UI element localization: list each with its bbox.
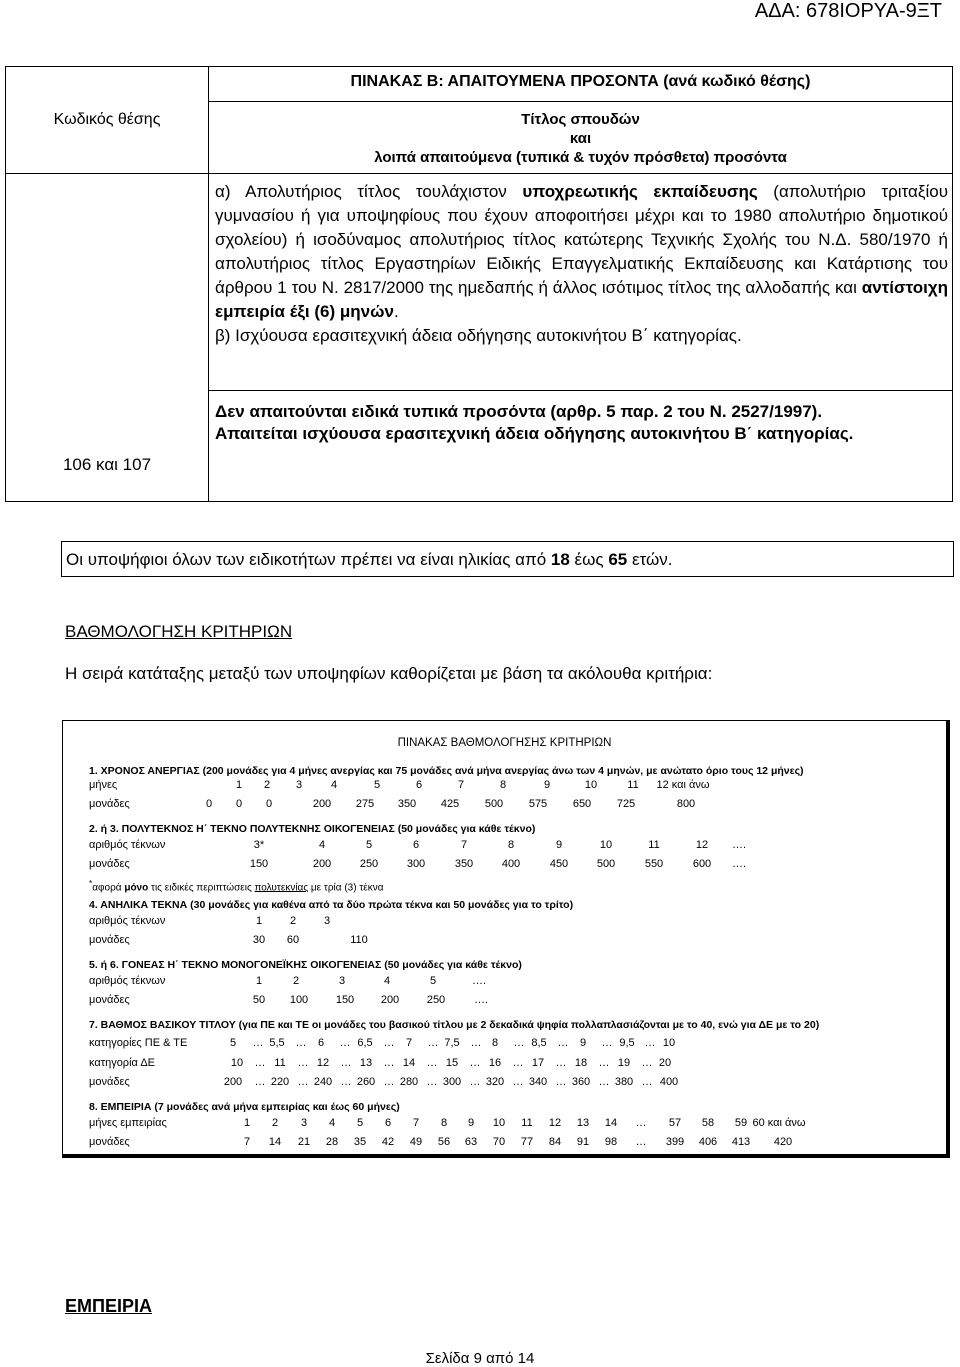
row-cell: 7 [460, 839, 468, 851]
row-cell: 220 [270, 1076, 290, 1088]
row-cell: 18 [574, 1057, 588, 1069]
row-cell: 35 [353, 1136, 367, 1148]
row-label: μονάδες [89, 1136, 130, 1148]
row-cell: 98 [604, 1136, 618, 1148]
row-cell: … [601, 1037, 613, 1049]
criteria-section: 2. ή 3. ΠΟΛΥΤΕΚΝΟΣ Η΄ ΤΕΚΝΟ ΠΟΛΥΤΕΚΝΗΣ ΟΙΚΟΓΕΝΕΙΑΣ (50 μονάδες για κάθε τέκνο) [89, 823, 536, 835]
row-label: μονάδες [89, 934, 130, 946]
row-cell: … [555, 1076, 567, 1088]
row-cell: …. [471, 975, 487, 987]
row-cell: 5 [229, 1037, 237, 1049]
row-cell: 8 [507, 839, 515, 851]
row-cell: 350 [397, 798, 417, 810]
row-cell: … [641, 1076, 653, 1088]
row-cell: … [644, 1037, 656, 1049]
row-cell: 9 [555, 839, 563, 851]
criteria-row [89, 1037, 929, 1053]
scoring-heading: ΒΑΘΜΟΛΟΓΗΣΗ ΚΡΙΤΗΡΙΩΝ [65, 622, 293, 641]
row-cell: 50 [252, 994, 266, 1006]
requirements-table [5, 66, 953, 502]
row-label: κατηγορίες ΠΕ & ΤΕ [89, 1037, 188, 1049]
row-label: κατηγορία ΔΕ [89, 1057, 155, 1069]
row-cell: 4 [318, 839, 326, 851]
row-cell: 3* [253, 839, 265, 851]
row-cell: 70 [492, 1136, 506, 1148]
row-label: μονάδες [89, 858, 130, 870]
row-cell: 60 [286, 934, 300, 946]
row-cell: 7 [405, 1037, 413, 1049]
row-cell: 240 [313, 1076, 333, 1088]
criteria-title: ΠΙΝΑΚΑΣ ΒΑΘΜΟΛΟΓΗΣΗΣ ΚΡΙΤΗΡΙΩΝ [397, 737, 612, 749]
row-cell: 150 [249, 858, 269, 870]
criteria-section: 4. ΑΝΗΛΙΚΑ ΤΕΚΝΑ (30 μονάδες για καθένα από τα δύο πρώτα τέκνα και 50 μονάδες για το τρίτο) [89, 899, 574, 911]
row-cell: 575 [528, 798, 548, 810]
row-cell: 12 [695, 839, 709, 851]
row-label: μονάδες [89, 994, 130, 1006]
row-cell: 400 [659, 1076, 679, 1088]
row-cell: 2 [289, 915, 297, 927]
row-cell: 260 [356, 1076, 376, 1088]
row-cell: … [469, 1076, 481, 1088]
row-cell: … [295, 1037, 307, 1049]
row-cell: … [383, 1076, 395, 1088]
row-cell: 4 [328, 1117, 336, 1129]
row-cell: 20 [658, 1057, 672, 1069]
row-cell: 91 [576, 1136, 590, 1148]
row-cell: 9 [543, 779, 551, 791]
row-cell: 7 [412, 1117, 420, 1129]
row-cell: 200 [223, 1076, 243, 1088]
criteria-section: 8. ΕΜΠΕΙΡΙΑ (7 μονάδες ανά μήνα εμπειρίας και έως 60 μήνες) [89, 1101, 400, 1113]
row-cell: 725 [616, 798, 636, 810]
row-cell: 200 [312, 858, 332, 870]
row-cell: 28 [325, 1136, 339, 1148]
row-cell: 0 [205, 798, 213, 810]
row-cell: 42 [381, 1136, 395, 1148]
row-cell: 600 [692, 858, 712, 870]
row-cell: 63 [464, 1136, 478, 1148]
row-cell: … [297, 1076, 309, 1088]
row-label: αριθμός τέκνων [89, 839, 166, 851]
footnote: *αφορά μόνο τις ειδικές περιπτώσεις πολυτεκνίας με τρία (3) τέκνα [89, 878, 384, 894]
row-cell: … [635, 1136, 647, 1148]
row-cell: 11 [648, 839, 660, 851]
row-cell: 8 [491, 1037, 499, 1049]
row-cell: 200 [380, 994, 400, 1006]
criteria-row [89, 1117, 929, 1133]
row-cell: 49 [409, 1136, 423, 1148]
row-cell: …. [731, 839, 747, 851]
row-cell: 56 [437, 1136, 451, 1148]
row-cell: 450 [549, 858, 569, 870]
row-cell: 340 [528, 1076, 548, 1088]
row-cell: 5,5 [269, 1037, 285, 1049]
age-requirement: Οι υποψήφιοι όλων των ειδικοτήτων πρέπει να είναι ηλικίας από 18 έως 65 ετών. [61, 541, 954, 577]
row-cell: … [598, 1057, 610, 1069]
table-title: ΠΙΝΑΚΑΣ Β: ΑΠΑΙΤΟΥΜΕΝΑ ΠΡΟΣΟΝΤΑ (ανά κωδικό θέσης) [209, 67, 953, 102]
row-cell: … [383, 1057, 395, 1069]
row-cell: … [252, 1037, 264, 1049]
row-cell: 6 [384, 1117, 392, 1129]
row-label: αριθμός τέκνων [89, 915, 166, 927]
row-cell: 10 [584, 779, 598, 791]
row-cell: 6 [317, 1037, 325, 1049]
row-cell: … [598, 1076, 610, 1088]
row-cell: … [470, 1037, 482, 1049]
row-cell: 1 [255, 975, 263, 987]
row-cell: 16 [488, 1057, 502, 1069]
row-cell: 6 [415, 779, 423, 791]
row-cell: 13 [359, 1057, 373, 1069]
row-cell: 4 [383, 975, 391, 987]
row-cell: 250 [359, 858, 379, 870]
row-cell: 9 [467, 1117, 475, 1129]
row-cell: 3 [323, 915, 331, 927]
row-cell: 14 [604, 1117, 618, 1129]
row-cell: 9 [579, 1037, 587, 1049]
scoring-intro: Η σειρά κατάταξης μεταξύ των υποψηφίων καθορίζεται με βάση τα ακόλουθα κριτήρια: [65, 664, 713, 683]
row-cell: 11 [274, 1057, 286, 1069]
row-cell: 14 [402, 1057, 416, 1069]
row-cell: 10 [599, 839, 613, 851]
row-cell: … [254, 1057, 266, 1069]
row-cell: 3 [300, 1117, 308, 1129]
row-cell: 12 [548, 1117, 562, 1129]
row-cell: 21 [297, 1136, 311, 1148]
row-cell: … [254, 1076, 266, 1088]
row-cell: 10 [492, 1117, 506, 1129]
row-cell: … [512, 1057, 524, 1069]
row-label: αριθμός τέκνων [89, 975, 166, 987]
page-number: Σελίδα 9 από 14 [425, 1350, 535, 1367]
row-cell: 6 [412, 839, 420, 851]
row-cell: 7 [457, 779, 465, 791]
row-cell: 7,5 [444, 1037, 460, 1049]
row-cell: … [340, 1076, 352, 1088]
row-label: μονάδες [89, 798, 130, 810]
criteria-section: 7. ΒΑΘΜΟΣ ΒΑΣΙΚΟΥ ΤΙΤΛΟΥ (για ΠΕ και ΤΕ οι μονάδες του βασικού τίτλου με 2 δεκαδικά ψηφία πολλαπλασιάζονται με το 40, ενώ για ΔΕ με το 20) [89, 1019, 820, 1031]
criteria-table [62, 720, 950, 1158]
criteria-row [89, 1076, 929, 1092]
row-cell: … [641, 1057, 653, 1069]
row-cell: … [557, 1037, 569, 1049]
header-position-code: Κωδικός θέσης [6, 67, 209, 174]
ada-code: ΑΔΑ: 678ΙΟΡΥΑ-9ΞΤ [754, 0, 942, 22]
row-cell: 100 [289, 994, 309, 1006]
criteria-row [89, 934, 929, 950]
row-cell: 350 [454, 858, 474, 870]
row-cell: 300 [442, 1076, 462, 1088]
row-cell: 380 [614, 1076, 634, 1088]
row-label: μονάδες [89, 1076, 130, 1088]
row-cell: 400 [501, 858, 521, 870]
row-cell: 413 [731, 1136, 751, 1148]
criteria-row [89, 1057, 929, 1073]
row-cell: 8,5 [531, 1037, 547, 1049]
row-cell: 19 [617, 1057, 631, 1069]
criteria-row [89, 975, 929, 991]
row-label: μήνες [89, 779, 118, 791]
row-cell: 14 [268, 1136, 282, 1148]
row-cell: 2 [271, 1117, 279, 1129]
row-label: μήνες εμπειρίας [89, 1117, 167, 1129]
row-cell: 300 [406, 858, 426, 870]
row-cell: … [635, 1117, 647, 1129]
row-cell: 500 [484, 798, 504, 810]
row-cell: 58 [701, 1117, 715, 1129]
row-cell: … [512, 1076, 524, 1088]
row-cell: … [340, 1057, 352, 1069]
row-cell: … [383, 1037, 395, 1049]
criteria-row [89, 994, 929, 1010]
row-cell: 13 [576, 1117, 590, 1129]
row-cell: 5 [365, 839, 373, 851]
row-cell: 30 [252, 934, 266, 946]
row-cell: 0 [235, 798, 243, 810]
row-cell: …. [731, 858, 747, 870]
row-cell: 3 [295, 779, 303, 791]
row-cell: 110 [350, 934, 368, 946]
row-cell: 15 [445, 1057, 459, 1069]
row-cell: … [555, 1057, 567, 1069]
header-qualifications: Τίτλος σπουδών και λοιπά απαιτούμενα (τυπικά & τυχόν πρόσθετα) προσόντα [209, 102, 953, 174]
criteria-row [89, 798, 929, 814]
row-cell: 650 [572, 798, 592, 810]
row-cell: 17 [531, 1057, 545, 1069]
row-cell: 8 [499, 779, 507, 791]
row-cell: 1 [255, 915, 263, 927]
criteria-row [89, 779, 929, 795]
row-cell: 9,5 [619, 1037, 635, 1049]
requirements-general: α) Απολυτήριος τίτλος τουλάχιστον υποχρεωτικής εκπαίδευσης (απολυτήριο τριταξίου γυμνασίου ή για υποψηφίους που έχουν αποφοιτήσει μέχρι και το 1980 απολυτήριο δημοτικού σχολείου) ή ισοδύναμος απολυτήριος τίτλος κατώτερης Τεχνικής Σχολής του Ν.Δ. 580/1970 ή απολυτήριος τίτλος Εργαστηρίων Ειδικής Επαγγελματικής Εκπαίδευσης και Κατάρτισης του άρθρου 1 του Ν. 2817/2000 της ημεδαπής ή άλλος ισότιμος τίτλος της αλλοδαπής και αντίστοιχη εμπειρία έξι (6) μηνών. β) Ισχύουσα ερασιτεχνική άδεια οδήγησης αυτοκινήτου Β΄ κατηγορίας. [209, 174, 953, 391]
row-cell: 11 [521, 1117, 533, 1129]
row-cell: 60 και άνω [752, 1117, 806, 1129]
row-cell: 150 [335, 994, 355, 1006]
row-cell: …. [473, 994, 489, 1006]
row-cell: 6,5 [357, 1037, 373, 1049]
row-cell: 57 [668, 1117, 682, 1129]
row-cell: 399 [665, 1136, 685, 1148]
row-cell: … [426, 1057, 438, 1069]
row-cell: … [513, 1037, 525, 1049]
criteria-row [89, 839, 929, 855]
row-cell: 500 [596, 858, 616, 870]
row-cell: 59 [734, 1117, 748, 1129]
criteria-section: 1. ΧΡΟΝΟΣ ΑΝΕΡΓΙΑΣ (200 μονάδες για 4 μήνες ανεργίας και 75 μονάδες ανά μήνα ανεργίας άνω των 4 μηνών, με ανώτατο όριο τους 12 μήνες) [89, 765, 804, 777]
row-cell: 10 [662, 1037, 676, 1049]
row-cell: 250 [426, 994, 446, 1006]
row-cell: 280 [399, 1076, 419, 1088]
row-cell: 7 [243, 1136, 251, 1148]
row-cell: 275 [355, 798, 375, 810]
row-cell: 800 [676, 798, 696, 810]
row-cell: 12 και άνω [656, 779, 710, 791]
criteria-row [89, 1136, 929, 1152]
criteria-row [89, 915, 929, 931]
row-cell: 406 [698, 1136, 718, 1148]
row-cell: 5 [429, 975, 437, 987]
row-cell: 84 [548, 1136, 562, 1148]
row-cell: 0 [265, 798, 273, 810]
row-cell: 425 [440, 798, 460, 810]
row-cell: 1 [243, 1117, 251, 1129]
row-cell: 320 [485, 1076, 505, 1088]
row-cell: 2 [263, 779, 271, 791]
row-cell: 420 [773, 1136, 793, 1148]
row-cell: 2 [292, 975, 300, 987]
row-cell: … [339, 1037, 351, 1049]
row-cell: 11 [627, 779, 639, 791]
criteria-row [89, 858, 929, 874]
row-cell: 360 [571, 1076, 591, 1088]
row-cell: 8 [440, 1117, 448, 1129]
position-code: 106 και 107 [6, 174, 209, 502]
row-cell: … [469, 1057, 481, 1069]
row-cell: 5 [373, 779, 381, 791]
row-cell: 200 [312, 798, 332, 810]
experience-heading: ΕΜΠΕΙΡΙΑ [65, 1296, 153, 1316]
row-cell: … [297, 1057, 309, 1069]
criteria-section: 5. ή 6. ΓΟΝΕΑΣ Η΄ ΤΕΚΝΟ ΜΟΝΟΓΟΝΕΪΚΗΣ ΟΙΚΟΓΕΝΕΙΑΣ (50 μονάδες για κάθε τέκνο) [89, 959, 522, 971]
row-cell: 5 [356, 1117, 364, 1129]
row-cell: 77 [520, 1136, 534, 1148]
row-cell: 12 [316, 1057, 330, 1069]
row-cell: … [427, 1037, 439, 1049]
row-cell: 4 [330, 779, 338, 791]
row-cell: 550 [644, 858, 664, 870]
row-cell: 1 [235, 779, 243, 791]
row-cell: 10 [230, 1057, 244, 1069]
requirements-specific: Δεν απαιτούνται ειδικά τυπικά προσόντα (αρθρ. 5 παρ. 2 του Ν. 2527/1997). Απαιτείται ισχύουσα ερασιτεχνική άδεια οδήγησης αυτοκινήτου Β΄ κατηγορίας. [209, 391, 953, 502]
row-cell: 3 [338, 975, 346, 987]
row-cell: … [426, 1076, 438, 1088]
